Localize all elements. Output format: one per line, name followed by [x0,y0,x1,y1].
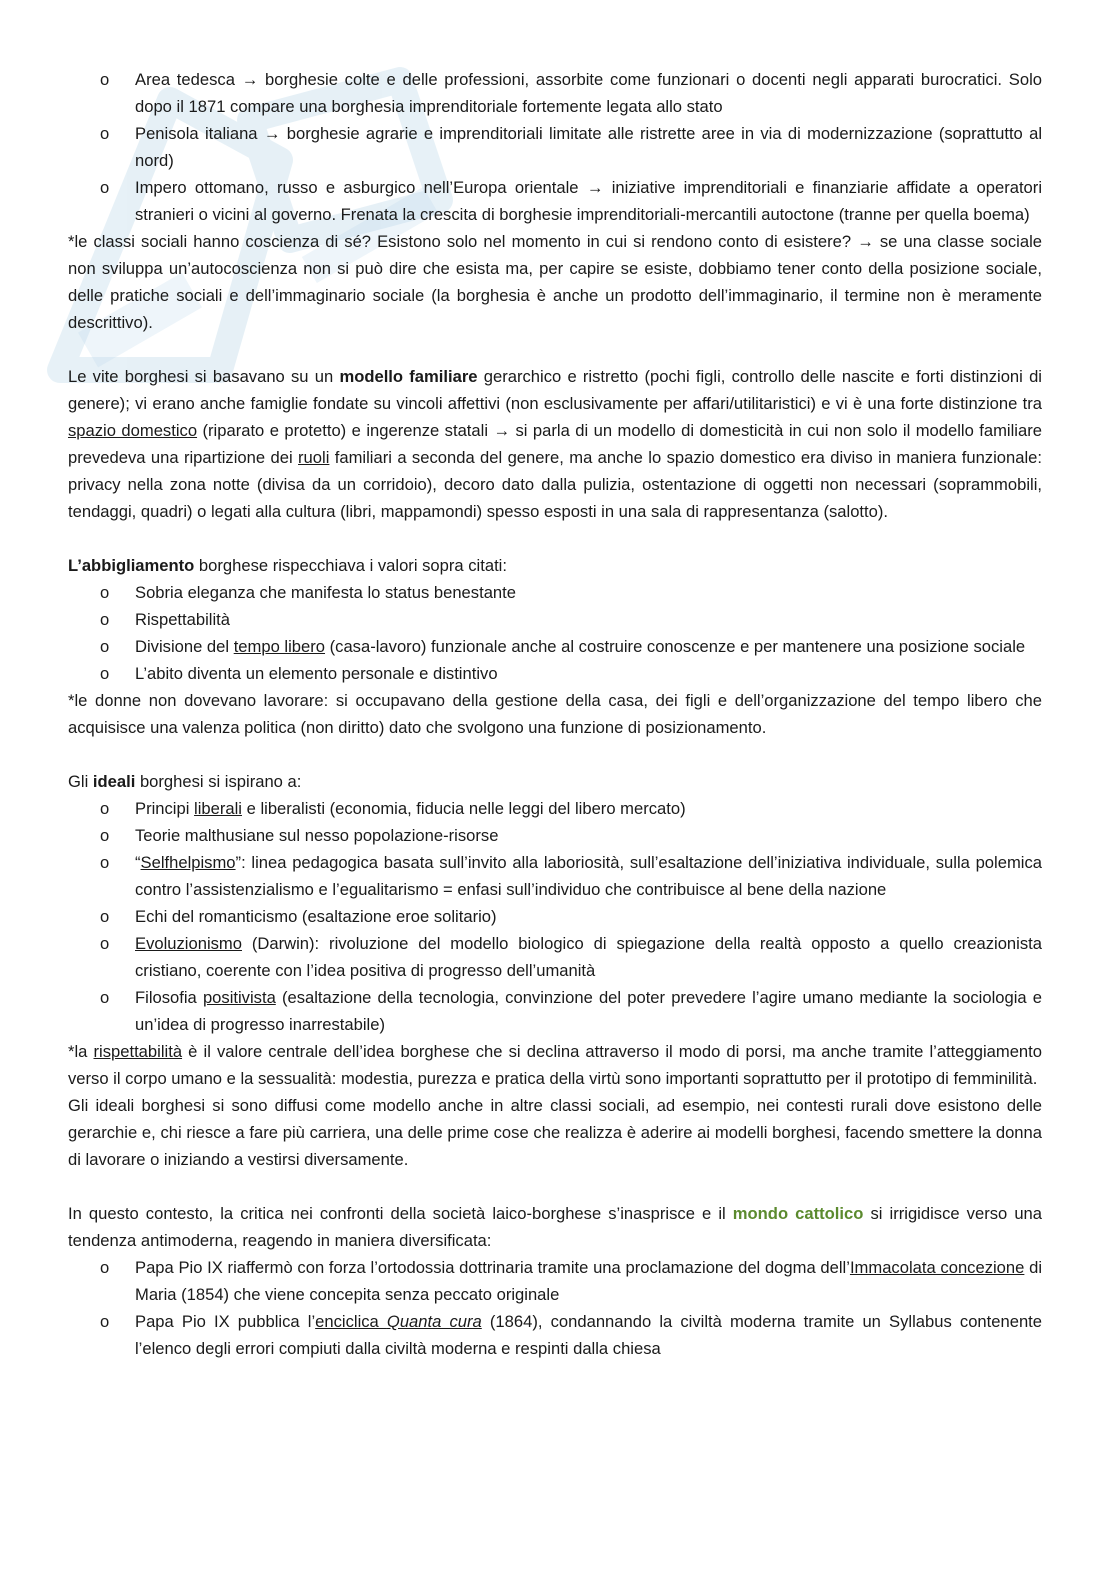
ideals-list [68,795,1042,1038]
note-paragraph: *le donne non dovevano lavorare: si occupavano della gestione della casa, dei figli e dell’organizzazione del tempo libero che acquisisce una valenza politica (non diritto) dato che svolgono una funzione di posizionamento. [68,691,1042,737]
diffusion-paragraph: Gli ideali borghesi si sono diffusi come modello anche in altre classi sociali, ad esempio, nei contesti rurali dove esistono delle gerarchie e, chi riesce a fare più carriera, una delle prime cose che realizza è aderire ai modelli borghesi, facendo smettere la donna di lavorare o iniziando a vestirsi diversamente. [68,1096,1042,1169]
list-item: o Evoluzionismo (Darwin): rivoluzione del modello biologico di spiegazione della realtà opposto a quello creazionista cristiano, coerente con l’idea positiva di progresso dell’umanità [100,934,1042,980]
list-item: o Sobria eleganza che manifesta lo status benestante [100,583,516,602]
note-paragraph: *le classi sociali hanno coscienza di sé? Esistono solo nel momento in cui si rendono conto di esistere? → se una classe sociale non sviluppa un’autocoscienza non si può dire che esista ma, per capire se esiste, dobbiamo tener conto della posizione sociale, delle pratiche sociali e dell’immaginario sociale (la borghesia è anche un prodotto dell’immaginario, il termine non è meramente descrittivo). [68,232,1042,332]
list-item: o Divisione del tempo libero (casa-lavoro) funzionale anche al costruire conoscenze e per mantenere una posizione sociale [100,637,1026,656]
region-list [68,66,1042,228]
catholic-list [68,1254,1042,1362]
list-item: o Papa Pio IX riaffermò con forza l’ortodossia dottrinaria tramite una proclamazione del dogma dell’Immacolata concezione di Maria (1854) che viene concepita senza peccato originale [100,1258,1043,1304]
list-item: o Filosofia positivista (esaltazione della tecnologia, convinzione del poter prevedere l’agire umano mediante la sociologia e un’idea di progresso inarrestabile) [100,988,1042,1034]
list-item: o Echi del romanticismo (esaltazione eroe solitario) [100,907,497,926]
document-page [68,66,1042,1362]
list-item: o L’abito diventa un elemento personale e distintivo [100,664,498,683]
ideals-intro: Gli ideali borghesi si ispirano a: [68,772,302,791]
list-item: o “Selfhelpismo”: linea pedagogica basata sull’invito alla laboriosità, sull’esaltazione dell’iniziativa individuale, sulla polemica contro l’assistenzialismo e l’egualitarismo = enfasi sull’individuo che contribuisce al bene della nazione [100,853,1042,899]
list-item: o Rispettabilità [100,610,231,629]
bullet: o [100,124,110,143]
list-item: o Area tedesca → borghesie colte e delle professioni, assorbite come funzionari o docenti negli apparati burocratici. Solo dopo il 1871 compare una borghesia imprenditoriale fortemente legata allo stato [68,66,1042,120]
list-item: o Principi liberali e liberalisti (economia, fiducia nelle leggi del libero mercato) [100,799,686,818]
clothing-list [68,579,1042,687]
list-item: o Penisola italiana → borghesie agrarie e imprenditoriali limitate alle ristrette aree in via di modernizzazione (soprattutto al nord) [68,120,1042,174]
family-model-paragraph: Le vite borghesi si basavano su un modello familiare gerarchico e ristretto (pochi figli, controllo delle nascite e forti distinzioni di genere); vi erano anche famiglie fondate su vincoli affettivi (non esclusivamente per affari/utilitaristici) e vi è una forte distinzione tra spazio domestico (riparato e protetto) e ingerenze statali → si parla di un modello di domesticità in cui non solo il modello familiare prevedeva una ripartizione dei ruoli familiari a seconda del genere, ma anche lo spazio domestico era diviso in maniera funzionale: privacy nella zona notte (divisa da un corridoio), decoro dato dalla pulizia, ostentazione di oggetti non necessari (soprammobili, tendaggi, quadri) o legati alla cultura (libri, mappamondi) spesso esposti in una sala di rappresentanza (salotto). [68,367,1042,521]
bullet: o [100,70,110,89]
clothing-intro: L’abbigliamento borghese rispecchiava i valori sopra citati: [68,556,507,575]
list-item: o Teorie malthusiane sul nesso popolazione-risorse [100,826,499,845]
list-item: o Papa Pio IX pubblica l’enciclica Quanta cura (1864), condannando la civiltà moderna tramite un Syllabus contenente l’elenco degli errori compiuti dalla civiltà moderna e respinti dalla chiesa [100,1312,1043,1358]
note-paragraph: *la rispettabilità è il valore centrale dell’idea borghese che si declina attraverso il modo di porsi, ma anche tramite l’atteggiamento verso il corpo umano e la sessualità: modestia, purezza e pratica della virtù sono importanti soprattutto per il prototipo di femminilità. [68,1042,1043,1088]
catholic-intro: In questo contesto, la critica nei confronti della società laico-borghese s’inasprisce e il mondo cattolico si irrigidisce verso una tendenza antimoderna, reagendo in maniera diversificata: [68,1204,1043,1250]
bullet: o [100,178,110,197]
list-item: o Impero ottomano, russo e asburgico nell’Europa orientale → iniziative imprenditoriali e finanziarie affidate a operatori stranieri o vicini al governo. Frenata la crescita di borghesie imprenditoriali-mercantili autoctone (tranne per quella boema) [68,174,1042,228]
